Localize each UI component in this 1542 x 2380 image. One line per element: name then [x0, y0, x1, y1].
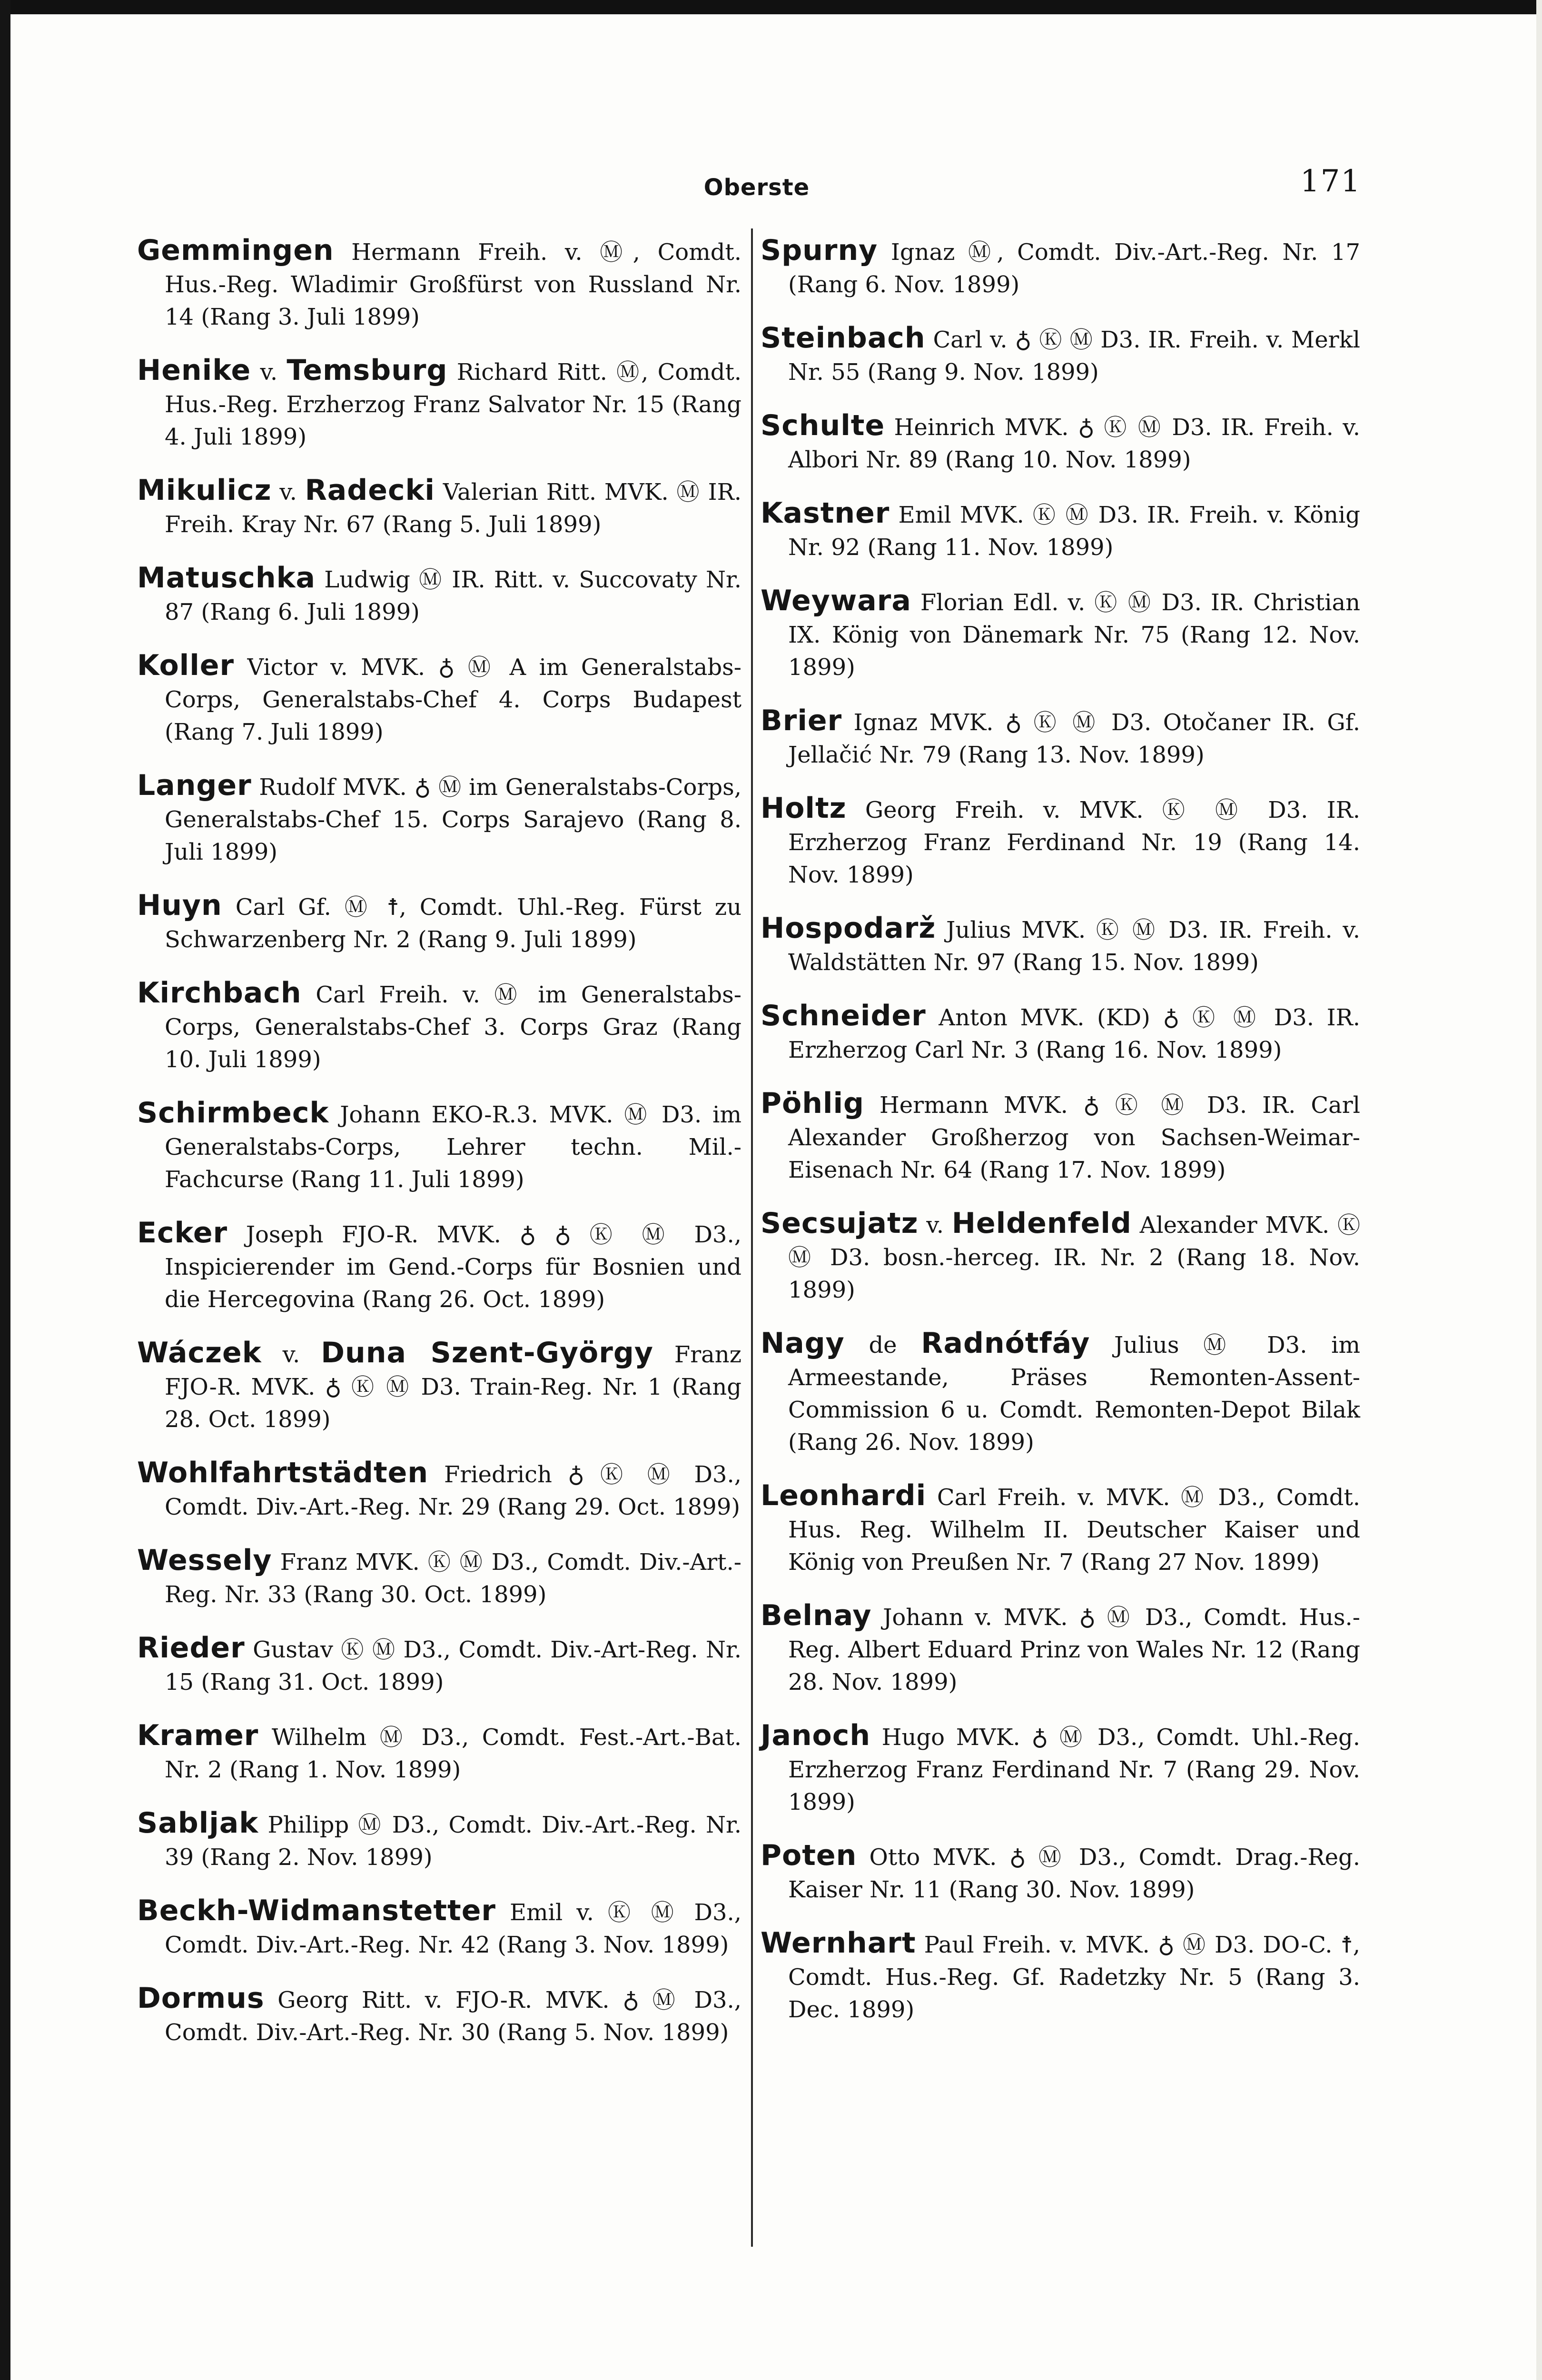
directory-entry — [761, 234, 1360, 301]
entry-details: Alexander MVK. Ⓚ Ⓜ D3. bosn.-herceg. IR. Nr. 2 (Rang 18. Nov. 1899) — [788, 1212, 1361, 1303]
entry-details: Carl Freih. v. Ⓜ im Generalstabs-Corps, Generalstabs-Chef 3. Corps Graz (Rang 10. Juli 1899) — [165, 982, 741, 1073]
entry-details: Carl v. ♁ Ⓚ Ⓜ D3. IR. Freih. v. Merkl Nr. 55 (Rang 9. Nov. 1899) — [788, 327, 1360, 386]
entry-details: Richard Ritt. Ⓜ, Comdt. Hus.-Reg. Erzherzog Franz Salvator Nr. 15 (Rang 4. Juli 1899) — [165, 359, 741, 450]
entry-name: Huyn — [137, 889, 222, 922]
directory-entry — [761, 1599, 1360, 1698]
column-divider — [751, 228, 753, 2247]
directory-entry — [137, 234, 741, 333]
entry-name: Wernhart — [761, 1926, 916, 1960]
entry-details: Johann v. MVK. ♁ Ⓜ D3., Comdt. Hus.-Reg. Albert Eduard Prinz von Wales Nr. 12 (Rang 28. Nov. 1899) — [788, 1604, 1360, 1696]
entry-details: Valerian Ritt. MVK. Ⓜ IR. Freih. Kray Nr. 67 (Rang 5. Juli 1899) — [165, 479, 741, 538]
entry-name: Mikulicz — [137, 474, 272, 507]
directory-entry — [761, 1927, 1360, 2026]
entry-name: Beckh-Widmanstetter — [137, 1894, 496, 1927]
entry-name-particle: v. — [260, 359, 278, 386]
scan-right-border — [1536, 0, 1542, 2380]
directory-entry — [761, 1719, 1360, 1818]
scan-top-border — [0, 0, 1542, 14]
entry-name: Secsujatz — [761, 1207, 919, 1240]
directory-entry — [137, 1807, 741, 1874]
entry-name: Steinbach — [761, 321, 926, 355]
entry-name: Gemmingen — [137, 234, 334, 267]
entry-name-second: Temsburg — [287, 354, 448, 387]
entry-name-second: Heldenfeld — [951, 1207, 1132, 1240]
entry-details: Georg Freih. v. MVK. Ⓚ Ⓜ D3. IR. Erzherzog Franz Ferdinand Nr. 19 (Rang 14. Nov. 1899) — [788, 797, 1360, 888]
entry-details: Joseph FJO-R. MVK. ♁ ♁ Ⓚ Ⓜ D3., Inspicierender im Gend.-Corps für Bosnien und die Hercegovina (Rang 26. Oct. 1899) — [165, 1221, 741, 1313]
entry-name: Kirchbach — [137, 976, 302, 1010]
entry-details: Gustav Ⓚ Ⓜ D3., Comdt. Div.-Art-Reg. Nr. 15 (Rang 31. Oct. 1899) — [165, 1636, 741, 1696]
entry-name-particle: v. — [926, 1212, 944, 1239]
entry-name: Sabljak — [137, 1806, 259, 1840]
directory-entry — [137, 1217, 741, 1316]
entry-name: Weywara — [761, 584, 911, 617]
entry-name-particle: v. — [282, 1341, 300, 1368]
entry-details: Franz FJO-R. MVK. ♁ Ⓚ Ⓜ D3. Train-Reg. Nr. 1 (Rang 28. Oct. 1899) — [165, 1341, 741, 1433]
directory-entry — [137, 1632, 741, 1698]
entry-name-second: Duna Szent-György — [321, 1336, 653, 1369]
entry-name: Poten — [761, 1839, 857, 1872]
directory-entry — [137, 1337, 741, 1436]
entry-name: Rieder — [137, 1631, 245, 1665]
directory-entry — [137, 1982, 741, 2049]
directory-entry — [761, 1207, 1360, 1306]
entry-name: Holtz — [761, 792, 847, 825]
entry-name: Wáczek — [137, 1336, 262, 1369]
directory-entry — [761, 1479, 1360, 1578]
entry-name: Ecker — [137, 1216, 228, 1250]
directory-entry — [137, 889, 741, 956]
directory-entry — [137, 1457, 741, 1523]
entry-details: Florian Edl. v. Ⓚ Ⓜ D3. IR. Christian IX. König von Dänemark Nr. 75 (Rang 12. Nov. 1899) — [788, 589, 1360, 681]
entry-name-second: Radnótfáy — [921, 1327, 1090, 1360]
entry-name: Koller — [137, 649, 235, 682]
directory-entry — [137, 562, 741, 628]
entry-details: Philipp Ⓜ D3., Comdt. Div.-Art.-Reg. Nr. 39 (Rang 2. Nov. 1899) — [165, 1812, 741, 1871]
entry-details: Hermann Freih. v. Ⓜ, Comdt. Hus.-Reg. Wladimir Großfürst von Russland Nr. 14 (Rang 3. Juli 1899) — [165, 239, 741, 330]
right-column — [761, 234, 1360, 2047]
entry-name: Matuschka — [137, 561, 316, 595]
entry-details: Emil v. Ⓚ Ⓜ D3., Comdt. Div.-Art.-Reg. Nr. 42 (Rang 3. Nov. 1899) — [165, 1899, 741, 1958]
left-column — [137, 234, 741, 2070]
entry-details: Hugo MVK. ♁ Ⓜ D3., Comdt. Uhl.-Reg. Erzherzog Franz Ferdinand Nr. 7 (Rang 29. Nov. 1899) — [788, 1724, 1360, 1815]
entry-name: Janoch — [761, 1719, 871, 1752]
directory-entry — [137, 649, 741, 748]
entry-name: Spurny — [761, 234, 878, 267]
entry-details: Ludwig Ⓜ IR. Ritt. v. Succovaty Nr. 87 (Rang 6. Juli 1899) — [165, 566, 741, 625]
entry-details: Carl Gf. Ⓜ ☨, Comdt. Uhl.-Reg. Fürst zu Schwarzenberg Nr. 2 (Rang 9. Juli 1899) — [165, 894, 741, 953]
directory-entry — [761, 1087, 1360, 1186]
entry-name: Pöhlig — [761, 1087, 864, 1120]
directory-entry — [137, 1719, 741, 1786]
entry-details: Hermann MVK. ♁ Ⓚ Ⓜ D3. IR. Carl Alexander Großherzog von Sachsen-Weimar-Eisenach Nr. 64 (Rang 17. Nov. 1899) — [788, 1092, 1360, 1183]
directory-entry — [761, 912, 1360, 979]
entry-name-particle: v. — [279, 479, 297, 506]
directory-entry — [137, 1097, 741, 1196]
scan-left-border — [0, 0, 10, 2380]
entry-name: Hospodarž — [761, 912, 936, 945]
entry-details: Johann EKO-R.3. MVK. Ⓜ D3. im Generalstabs-Corps, Lehrer techn. Mil.-Fachcurse (Rang 11. Juli 1899) — [165, 1101, 741, 1193]
running-title: Oberste — [703, 174, 810, 201]
entry-name: Schulte — [761, 409, 885, 442]
entry-details: Franz MVK. Ⓚ Ⓜ D3., Comdt. Div.-Art.-Reg. Nr. 33 (Rang 30. Oct. 1899) — [165, 1549, 741, 1608]
entry-name: Schneider — [761, 999, 926, 1032]
entry-name-second: Radecki — [305, 474, 435, 507]
entry-details: Otto MVK. ♁ Ⓜ D3., Comdt. Drag.-Reg. Kaiser Nr. 11 (Rang 30. Nov. 1899) — [788, 1844, 1360, 1903]
entry-details: Emil MVK. Ⓚ Ⓜ D3. IR. Freih. v. König Nr. 92 (Rang 11. Nov. 1899) — [788, 502, 1360, 561]
page-number: 171 — [1300, 164, 1361, 199]
directory-entry — [137, 474, 741, 541]
directory-entry — [761, 1839, 1360, 1906]
directory-entry — [137, 354, 741, 453]
directory-entry — [761, 1000, 1360, 1066]
entry-details: Rudolf MVK. ♁ Ⓜ im Generalstabs-Corps, Generalstabs-Chef 15. Corps Sarajevo (Rang 8. Juli 1899) — [165, 774, 741, 865]
directory-entry — [761, 497, 1360, 564]
entry-details: Georg Ritt. v. FJO-R. MVK. ♁ Ⓜ D3., Comdt. Div.-Art.-Reg. Nr. 30 (Rang 5. Nov. 1899) — [165, 1987, 741, 2046]
entry-name: Schirmbeck — [137, 1096, 329, 1130]
entry-details: Julius MVK. Ⓚ Ⓜ D3. IR. Freih. v. Waldstätten Nr. 97 (Rang 15. Nov. 1899) — [788, 917, 1360, 976]
entry-details: Julius Ⓜ D3. im Armeestande, Präses Remonten-Assent-Commission 6 u. Comdt. Remonten-Depot Bilak (Rang 26. Nov. 1899) — [788, 1332, 1360, 1456]
entry-name: Dormus — [137, 1982, 265, 2015]
entry-name: Kramer — [137, 1719, 259, 1752]
directory-entry — [761, 792, 1360, 891]
entry-details: Carl Freih. v. MVK. Ⓜ D3., Comdt. Hus. Reg. Wilhelm II. Deutscher Kaiser und König von Preußen Nr. 7 (Rang 27 Nov. 1899) — [788, 1484, 1360, 1576]
entry-name: Wessely — [137, 1544, 272, 1577]
entry-name: Leonhardi — [761, 1479, 927, 1512]
entry-name: Belnay — [761, 1599, 872, 1632]
entry-name-particle: de — [869, 1332, 897, 1359]
directory-entry — [137, 1894, 741, 1961]
directory-entry — [761, 704, 1360, 771]
directory-entry — [137, 769, 741, 868]
entry-details: Victor v. MVK. ♁ Ⓜ A im Generalstabs-Corps, Generalstabs-Chef 4. Corps Budapest (Rang 7. Juli 1899) — [165, 654, 741, 745]
entry-name: Wohlfahrtstädten — [137, 1456, 429, 1489]
entry-name: Kastner — [761, 496, 890, 530]
entry-name: Henike — [137, 354, 251, 387]
directory-entry — [137, 977, 741, 1076]
entry-name: Brier — [761, 704, 842, 737]
entry-details: Ignaz MVK. ♁ Ⓚ Ⓜ D3. Otočaner IR. Gf. Jellačić Nr. 79 (Rang 13. Nov. 1899) — [788, 709, 1360, 768]
entry-name: Nagy — [761, 1327, 845, 1360]
directory-entry — [137, 1544, 741, 1611]
entry-details: Ignaz Ⓜ, Comdt. Div.-Art.-Reg. Nr. 17 (Rang 6. Nov. 1899) — [788, 239, 1360, 298]
directory-entry — [761, 1327, 1360, 1458]
entry-details: Anton MVK. (KD) ♁ Ⓚ Ⓜ D3. IR. Erzherzog Carl Nr. 3 (Rang 16. Nov. 1899) — [788, 1004, 1360, 1063]
directory-entry — [761, 409, 1360, 476]
entry-details: Wilhelm Ⓜ D3., Comdt. Fest.-Art.-Bat. Nr. 2 (Rang 1. Nov. 1899) — [165, 1724, 741, 1783]
entry-details: Friedrich ♁ Ⓚ Ⓜ D3., Comdt. Div.-Art.-Reg. Nr. 29 (Rang 29. Oct. 1899) — [165, 1461, 741, 1520]
directory-entry — [761, 585, 1360, 684]
entry-details: Heinrich MVK. ♁ Ⓚ Ⓜ D3. IR. Freih. v. Albori Nr. 89 (Rang 10. Nov. 1899) — [788, 414, 1360, 473]
entry-name: Langer — [137, 769, 252, 802]
entry-details: Paul Freih. v. MVK. ♁ Ⓜ D3. DO-C. ☨, Comdt. Hus.-Reg. Gf. Radetzky Nr. 5 (Rang 3. Dec. 1899) — [788, 1932, 1360, 2023]
directory-entry — [761, 322, 1360, 388]
